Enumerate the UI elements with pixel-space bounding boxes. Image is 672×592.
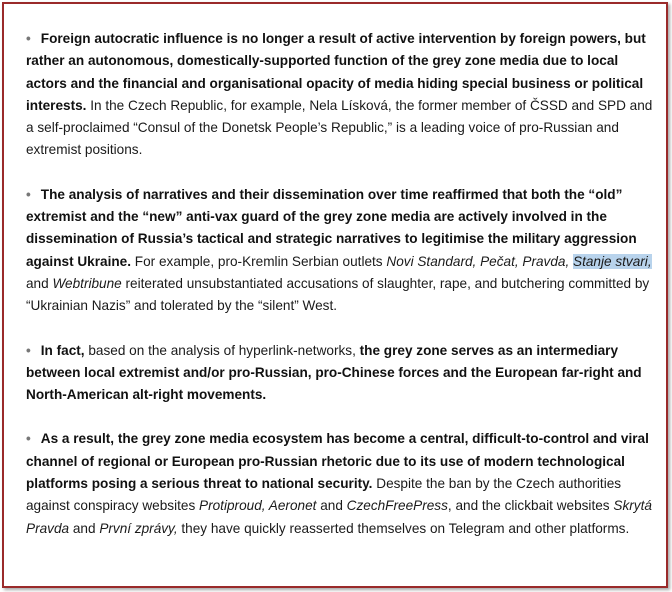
p1-text: In the Czech Republic, for example, Nela Lísková, the former member of ČSSD and SPD and a self-proclaimed “Consul of the Donetsk People’s Republic,” is a leading voice of pro-Russian and extremist positions. [26, 97, 653, 158]
paragraph-1 [26, 28, 654, 162]
p4-site-3: CzechFreePress [346, 498, 448, 514]
p2-outlets: Novi Standard, Pečat, Pravda, [386, 253, 570, 269]
p2-bold: The analysis of narratives and their dissemination over time reaffirmed that both the “old” extremist and the “new” anti-vax guard of the grey zone media are actively involved in the dissemination of Russia’s tactical and strategic narratives to legitimise the military aggression against Ukraine. [26, 186, 637, 269]
p4-sites: Protiproud, Aeronet [199, 498, 317, 514]
p4-text-1: Despite the ban by the Czech authorities against conspiracy websites [26, 476, 622, 514]
p2-text-2: and [26, 275, 53, 291]
p3-text: based on the analysis of hyperlink-networks, [84, 342, 360, 358]
paragraph-4 [26, 428, 654, 539]
p4-text-2: and [316, 498, 347, 514]
document-body [26, 28, 654, 562]
p4-bold: As a result, the grey zone media ecosystem has become a central, difficult-to-control and viral channel of regional or European pro-Russian rhetoric due to its use of modern technological platforms posing a serious threat to national security. [26, 431, 649, 492]
paragraph-3 [26, 340, 654, 407]
bullet-icon: • [26, 431, 31, 447]
bullet-icon: • [26, 31, 31, 46]
document-frame [2, 2, 668, 588]
selected-text-highlight[interactable]: Stanje stvari, [573, 253, 652, 269]
p3-bold-2: the grey zone serves as an intermediary between local extremist and/or pro-Russian, pro-Chinese forces and the European far-right and North-American alt-right movements. [26, 342, 642, 403]
p2-text-3: reiterated unsubstantiated accusations of slaughter, rape, and butchering committed by “Ukrainian Nazis” and tolerated by the “silent” West. [26, 275, 650, 314]
p4-site-5: První zprávy, [99, 520, 178, 536]
p3-bold-1: In fact, [40, 342, 85, 358]
p4-text-3: , and the clickbait websites [447, 498, 614, 514]
p4-site-4: Skrytá Pravda [26, 498, 652, 536]
p2-text-1: For example, pro-Kremlin Serbian outlets [131, 253, 387, 269]
p1-bold: Foreign autocratic influence is no longer a result of active intervention by foreign powers, but rather an autonomous, domestically-supported function of the grey zone media due to local actors and the financial and organisational opacity of media hiding special business or political interests. [26, 31, 646, 113]
paragraph-2 [26, 184, 654, 318]
p4-text-5: they have quickly reasserted themselves on Telegram and other platforms. [177, 520, 630, 536]
bullet-icon: • [26, 342, 31, 358]
p2-outlet-last: Webtribune [52, 275, 122, 291]
bullet-icon: • [26, 186, 31, 202]
p4-text-4: and [69, 520, 100, 536]
